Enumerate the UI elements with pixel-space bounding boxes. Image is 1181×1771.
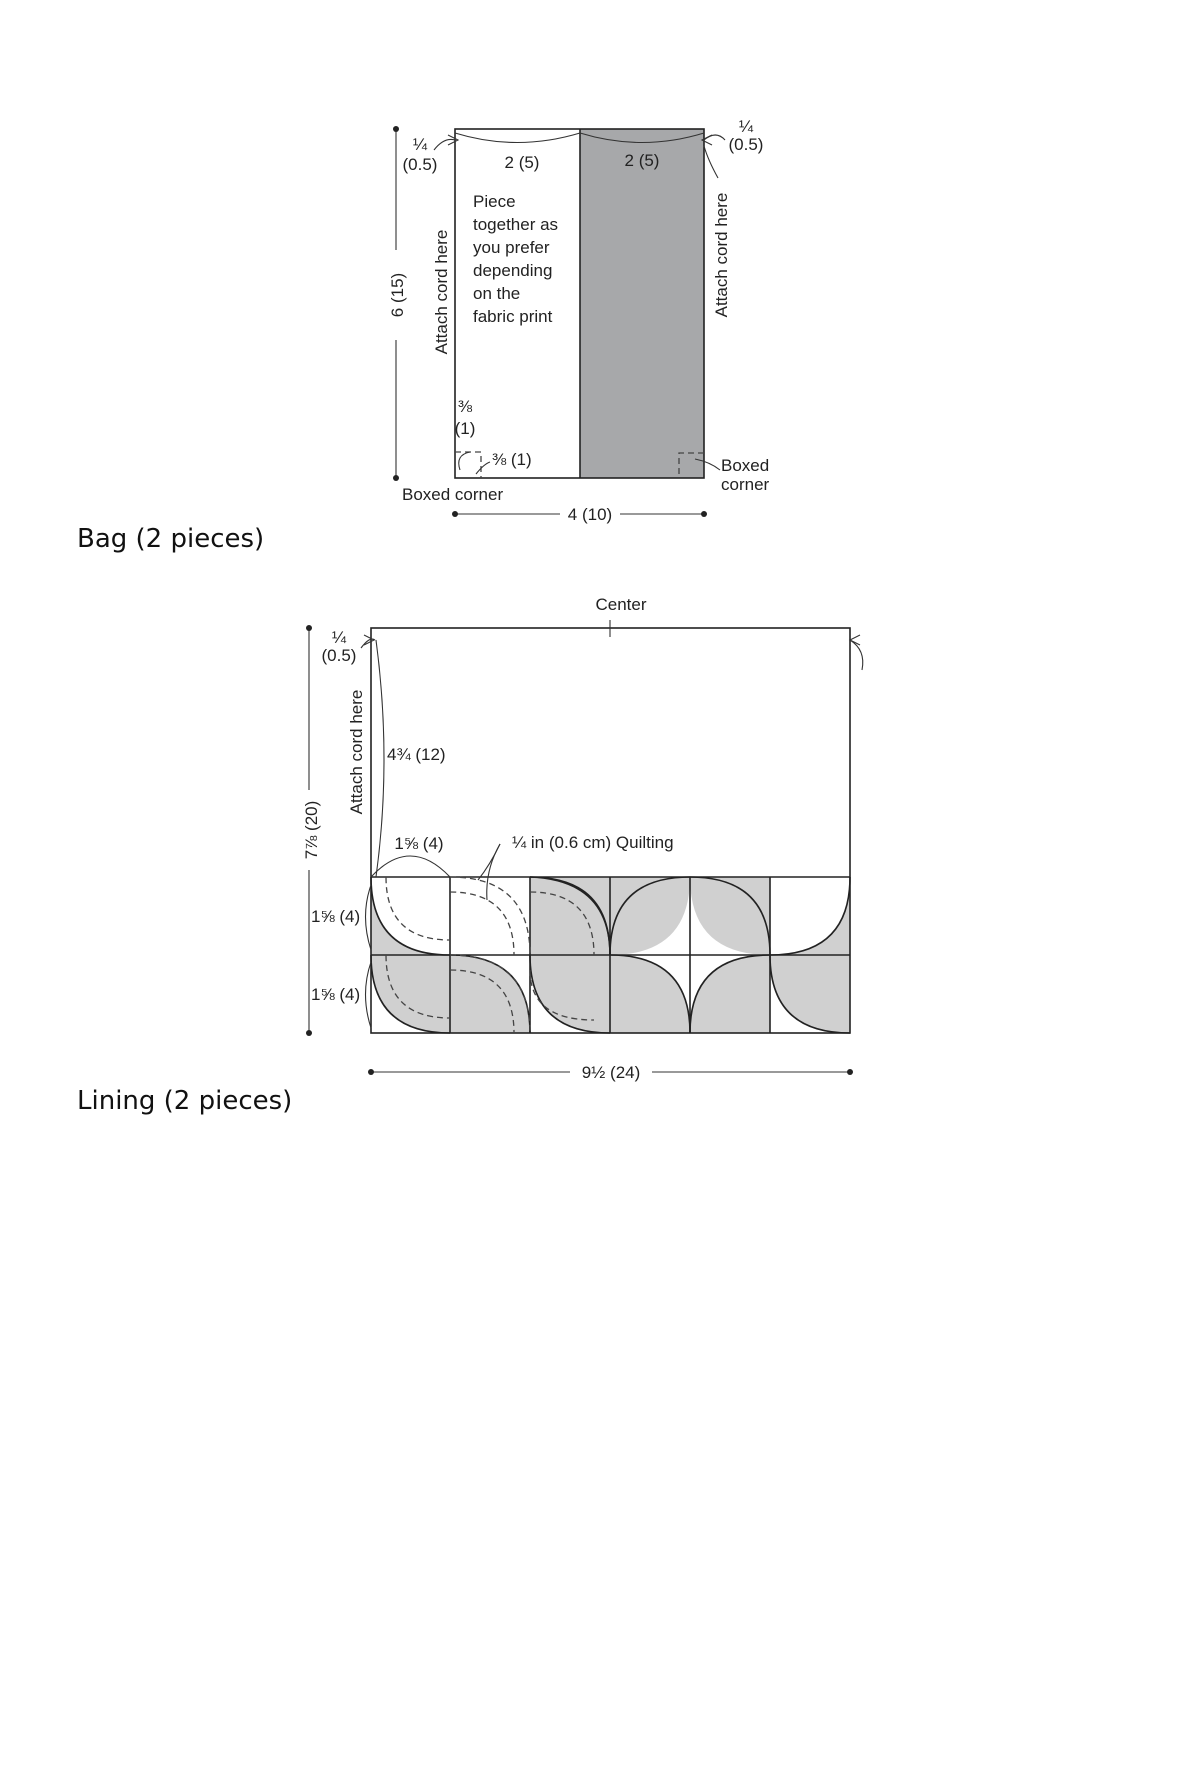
bag-note-line: fabric print (473, 307, 553, 326)
lining-quilting-line (386, 877, 450, 940)
lining-fill (770, 877, 850, 955)
lining-caption: Lining (2 pieces) (77, 1086, 293, 1116)
lining-fill (371, 877, 450, 955)
bag-top-right-seam-cm: (0.5) (728, 135, 764, 154)
bag-note-line: together as (473, 215, 559, 234)
lining-fill (610, 877, 690, 955)
lining-height-dot-bottom (306, 1030, 312, 1036)
bag-height-label: 6 (15) (388, 272, 407, 318)
bag-top-right-seam: ¼ (738, 117, 754, 136)
bag-diagram (388, 117, 770, 524)
lining-width-dot-left (368, 1069, 374, 1075)
bag-boxed-corner-right-label: Boxed (721, 456, 770, 475)
lining-height-dot-top (306, 625, 312, 631)
lining-attach-label: Attach cord here (347, 689, 366, 815)
lining-block-width-label: 1⅝ (4) (394, 834, 444, 853)
bag-note-line: you prefer (473, 238, 550, 257)
bag-height-dot-top (393, 126, 399, 132)
bag-left-panel-width: 2 (5) (504, 153, 540, 172)
bag-attach-left: Attach cord here (432, 229, 451, 355)
lining-center-label: Center (595, 595, 647, 614)
lining-quilting-line (450, 877, 530, 955)
lining-width-dot-right (847, 1069, 853, 1075)
bag-width-dot-left (452, 511, 458, 517)
bag-top-left-seam-cm: (0.5) (402, 155, 438, 174)
bag-boxed-corner-left-label: Boxed corner (402, 485, 504, 504)
bag-note-line: depending (473, 261, 553, 280)
lining-top-seam: ¼ (331, 628, 347, 647)
lining-total-height-label: 7⅞ (20) (302, 800, 321, 860)
bag-note-line: on the (473, 284, 521, 303)
lining-quilting-leader-1 (487, 844, 500, 900)
bag-corner-arc-h (459, 452, 470, 470)
lining-upper-height-label: 4¾ (12) (387, 745, 446, 764)
lining-row2-arc (366, 962, 372, 1028)
lining-row1-height: 1⅝ (4) (311, 907, 361, 926)
lining-row1-arc (366, 885, 372, 950)
bag-boxed-corner-right-label: corner (721, 475, 770, 494)
bag-height-dot-bottom (393, 475, 399, 481)
lining-upper-height-arc (376, 640, 384, 877)
bag-corner-height: ⅜ (457, 397, 473, 416)
lining-fill (371, 955, 450, 1033)
lining-top-seam-cm: (0.5) (321, 646, 357, 665)
bag-seam-leader-left (434, 139, 455, 150)
bag-top-left-seam: ¼ (412, 135, 428, 154)
lining-quilting-label: ¼ in (0.6 cm) Quilting (512, 833, 674, 852)
bag-dark-panel (580, 129, 704, 478)
bag-caption: Bag (2 pieces) (77, 524, 265, 554)
lining-width-label: 9½ (24) (581, 1063, 641, 1082)
bag-width-label: 4 (10) (567, 505, 613, 524)
lining-seam-leader-right (850, 640, 863, 670)
bag-width-dot-right (701, 511, 707, 517)
lining-diagram (302, 595, 863, 1082)
lining-fill (530, 955, 610, 1033)
bag-corner-height-cm: (1) (454, 419, 476, 438)
lining-row2-height: 1⅝ (4) (311, 985, 361, 1004)
bag-right-panel-width: 2 (5) (624, 151, 660, 170)
bag-corner-width: ⅜ (1) (492, 450, 532, 469)
lining-fill (450, 955, 530, 1033)
lining-fill (610, 955, 690, 1033)
bag-attach-right: Attach cord here (712, 192, 731, 318)
bag-cord-leader-right (704, 146, 718, 178)
lining-fill (770, 955, 850, 1033)
lining-fill (690, 955, 770, 1033)
bag-note-line: Piece (473, 192, 516, 211)
bag-corner-arc-w (476, 462, 490, 474)
bag-left-width-arc (455, 133, 580, 143)
lining-quilting-line (450, 892, 514, 955)
lining-block-width-arc (371, 856, 450, 877)
lining-fill (690, 877, 770, 955)
